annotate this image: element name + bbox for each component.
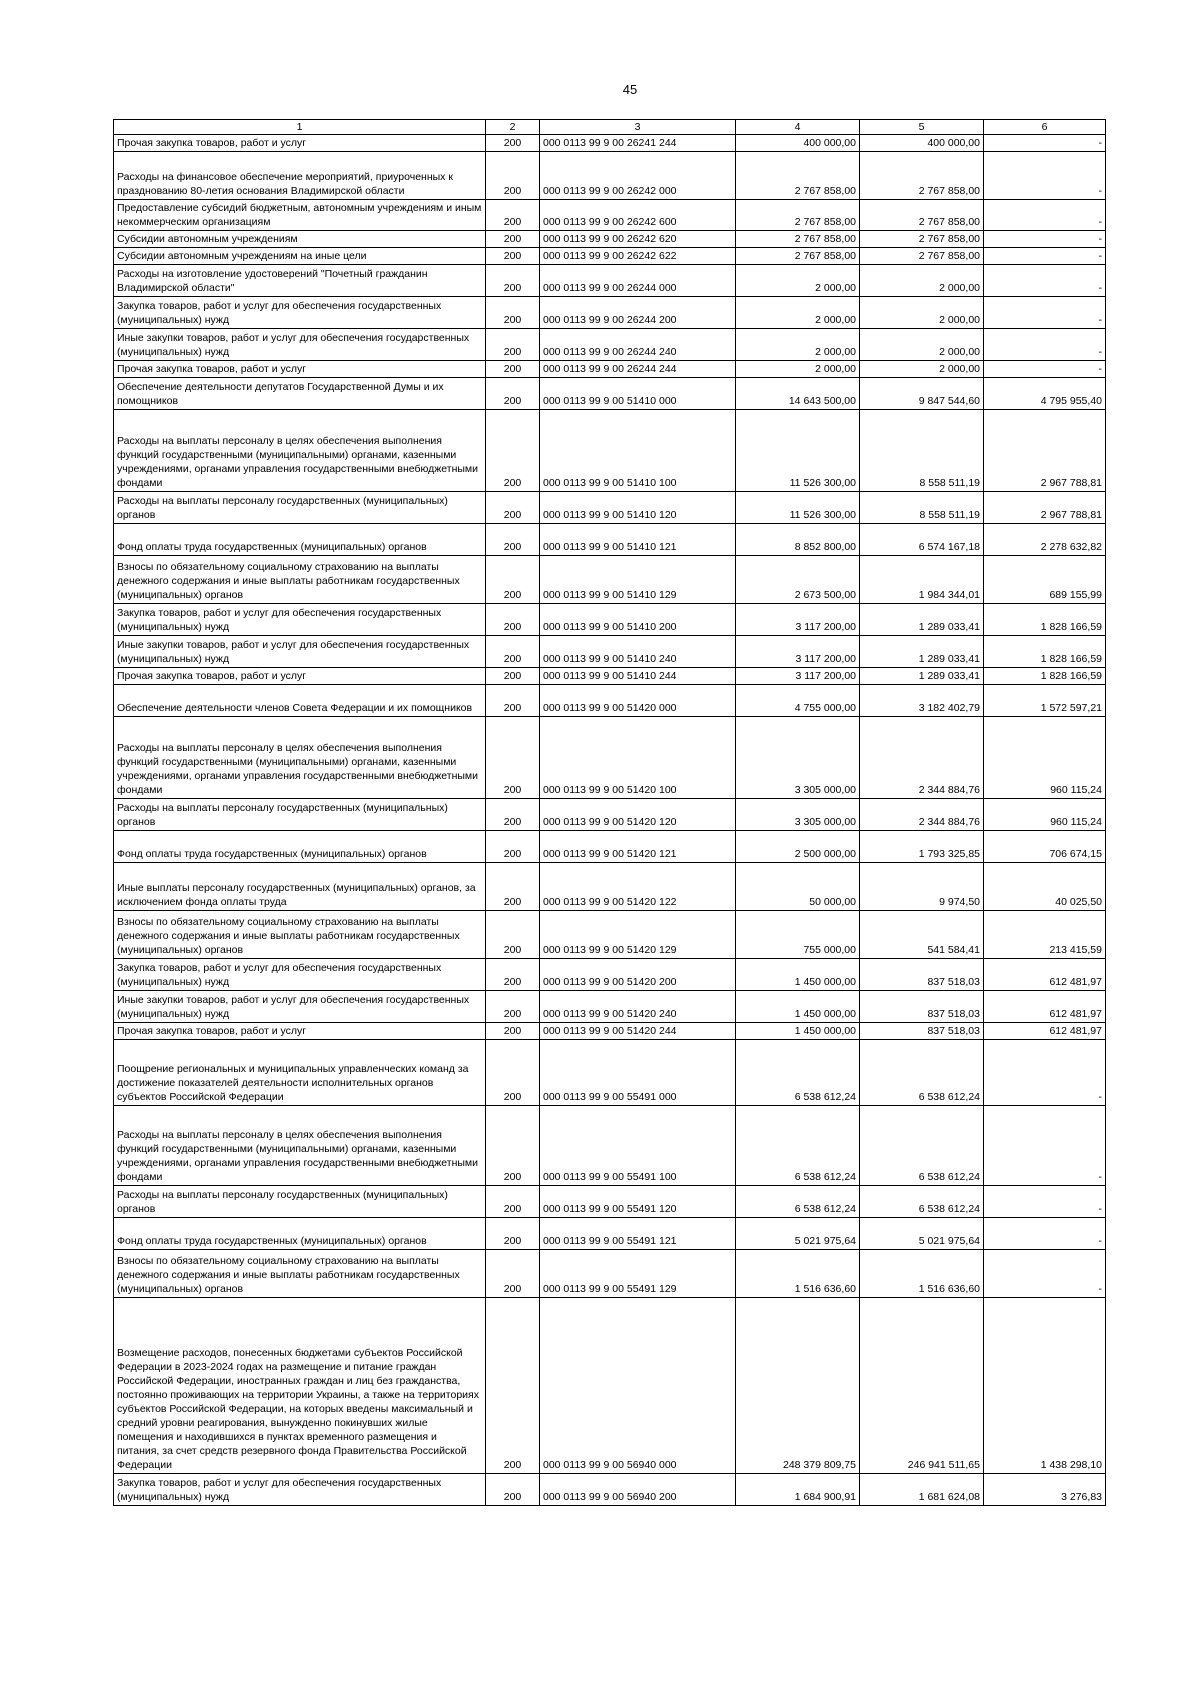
row-name: Возмещение расходов, понесенных бюджетами субъектов Российской Федерации в 2023-2024 годах на размещение и питание граждан Российской Федерации, иностранных граждан и лиц без гражданства, постоянно проживающих на территории Украины, а также на территориях субъектов Российской Федерации, на которых введены максимальный и средний уровни реагирования, вынужденно покинувших жилые помещения и находившихся в пунктах временного размещения и питания, за счет средств резервного фонда Правительства Российской Федерации xyxy=(114,1298,486,1474)
table-row xyxy=(114,152,1106,200)
row-budget-code: 000 0113 99 9 00 51410 129 xyxy=(540,556,736,604)
row-budget-code: 000 0113 99 9 00 51410 240 xyxy=(540,636,736,668)
row-executed-amount: 2 000,00 xyxy=(860,329,984,361)
row-name: Расходы на выплаты персоналу в целях обеспечения выполнения функций государственными (муниципальными) органами, казенными учреждениями, органами управления государственными внебюджетными фондами xyxy=(114,410,486,492)
row-budget-code: 000 0113 99 9 00 26244 244 xyxy=(540,361,736,378)
row-remaining-amount: - xyxy=(984,265,1106,297)
row-line-code: 200 xyxy=(486,831,540,863)
row-remaining-amount: 2 967 788,81 xyxy=(984,492,1106,524)
row-executed-amount: 1 516 636,60 xyxy=(860,1250,984,1298)
row-budget-code: 000 0113 99 9 00 51410 100 xyxy=(540,410,736,492)
row-budget-code: 000 0113 99 9 00 51420 120 xyxy=(540,799,736,831)
table-row xyxy=(114,1474,1106,1506)
table-row xyxy=(114,297,1106,329)
row-budget-code: 000 0113 99 9 00 55491 121 xyxy=(540,1218,736,1250)
row-line-code: 200 xyxy=(486,378,540,410)
row-line-code: 200 xyxy=(486,1250,540,1298)
row-executed-amount: 8 558 511,19 xyxy=(860,492,984,524)
row-name: Взносы по обязательному социальному страхованию на выплаты денежного содержания и иные выплаты работникам государственных (муниципальных) органов xyxy=(114,1250,486,1298)
row-remaining-amount: 1 828 166,59 xyxy=(984,636,1106,668)
row-approved-amount: 2 000,00 xyxy=(736,265,860,297)
row-name: Закупка товаров, работ и услуг для обеспечения государственных (муниципальных) нужд xyxy=(114,604,486,636)
row-remaining-amount: 1 572 597,21 xyxy=(984,685,1106,717)
row-remaining-amount: 612 481,97 xyxy=(984,1023,1106,1040)
row-line-code: 200 xyxy=(486,604,540,636)
row-executed-amount: 9 847 544,60 xyxy=(860,378,984,410)
row-approved-amount: 2 500 000,00 xyxy=(736,831,860,863)
table-row xyxy=(114,265,1106,297)
row-remaining-amount: - xyxy=(984,1218,1106,1250)
row-remaining-amount: 706 674,15 xyxy=(984,831,1106,863)
row-approved-amount: 5 021 975,64 xyxy=(736,1218,860,1250)
column-header-6: 6 xyxy=(984,120,1106,135)
column-number-row xyxy=(114,120,1106,135)
row-line-code: 200 xyxy=(486,1186,540,1218)
row-name: Расходы на выплаты персоналу государственных (муниципальных) органов xyxy=(114,492,486,524)
row-line-code: 200 xyxy=(486,248,540,265)
row-executed-amount: 246 941 511,65 xyxy=(860,1298,984,1474)
row-approved-amount: 248 379 809,75 xyxy=(736,1298,860,1474)
row-remaining-amount: 2 967 788,81 xyxy=(984,410,1106,492)
row-line-code: 200 xyxy=(486,1474,540,1506)
row-name: Иные закупки товаров, работ и услуг для обеспечения государственных (муниципальных) нужд xyxy=(114,329,486,361)
row-line-code: 200 xyxy=(486,135,540,152)
row-line-code: 200 xyxy=(486,1040,540,1106)
row-approved-amount: 6 538 612,24 xyxy=(736,1106,860,1186)
table-row xyxy=(114,636,1106,668)
table-row xyxy=(114,1023,1106,1040)
row-budget-code: 000 0113 99 9 00 55491 129 xyxy=(540,1250,736,1298)
row-executed-amount: 3 182 402,79 xyxy=(860,685,984,717)
row-approved-amount: 1 450 000,00 xyxy=(736,1023,860,1040)
row-executed-amount: 837 518,03 xyxy=(860,991,984,1023)
row-budget-code: 000 0113 99 9 00 55491 100 xyxy=(540,1106,736,1186)
row-line-code: 200 xyxy=(486,1106,540,1186)
row-executed-amount: 2 767 858,00 xyxy=(860,152,984,200)
row-name: Расходы на финансовое обеспечение мероприятий, приуроченных к празднованию 80-летия основания Владимирской области xyxy=(114,152,486,200)
row-budget-code: 000 0113 99 9 00 51420 122 xyxy=(540,863,736,911)
row-line-code: 200 xyxy=(486,152,540,200)
row-name: Расходы на выплаты персоналу государственных (муниципальных) органов xyxy=(114,1186,486,1218)
row-line-code: 200 xyxy=(486,863,540,911)
column-header-5: 5 xyxy=(860,120,984,135)
row-approved-amount: 3 305 000,00 xyxy=(736,717,860,799)
row-executed-amount: 2 344 884,76 xyxy=(860,799,984,831)
row-remaining-amount: 3 276,83 xyxy=(984,1474,1106,1506)
table-row xyxy=(114,556,1106,604)
row-remaining-amount: - xyxy=(984,152,1106,200)
row-budget-code: 000 0113 99 9 00 26242 622 xyxy=(540,248,736,265)
row-approved-amount: 3 117 200,00 xyxy=(736,668,860,685)
row-remaining-amount: 612 481,97 xyxy=(984,959,1106,991)
row-approved-amount: 755 000,00 xyxy=(736,911,860,959)
table-row xyxy=(114,799,1106,831)
table-row xyxy=(114,1040,1106,1106)
row-approved-amount: 400 000,00 xyxy=(736,135,860,152)
row-approved-amount: 2 767 858,00 xyxy=(736,200,860,231)
table-row xyxy=(114,410,1106,492)
row-approved-amount: 4 755 000,00 xyxy=(736,685,860,717)
table-row xyxy=(114,361,1106,378)
row-approved-amount: 2 000,00 xyxy=(736,329,860,361)
table-row xyxy=(114,378,1106,410)
row-executed-amount: 6 538 612,24 xyxy=(860,1186,984,1218)
row-remaining-amount: 2 278 632,82 xyxy=(984,524,1106,556)
row-remaining-amount: 960 115,24 xyxy=(984,717,1106,799)
row-approved-amount: 6 538 612,24 xyxy=(736,1186,860,1218)
row-name: Фонд оплаты труда государственных (муниципальных) органов xyxy=(114,524,486,556)
row-executed-amount: 2 000,00 xyxy=(860,361,984,378)
row-name: Обеспечение деятельности депутатов Государственной Думы и их помощников xyxy=(114,378,486,410)
row-line-code: 200 xyxy=(486,717,540,799)
row-executed-amount: 2 000,00 xyxy=(860,297,984,329)
row-executed-amount: 2 344 884,76 xyxy=(860,717,984,799)
table-row xyxy=(114,248,1106,265)
row-budget-code: 000 0113 99 9 00 56940 200 xyxy=(540,1474,736,1506)
row-budget-code: 000 0113 99 9 00 26244 240 xyxy=(540,329,736,361)
row-name: Обеспечение деятельности членов Совета Федерации и их помощников xyxy=(114,685,486,717)
row-remaining-amount: - xyxy=(984,361,1106,378)
table-row xyxy=(114,959,1106,991)
row-name: Взносы по обязательному социальному страхованию на выплаты денежного содержания и иные выплаты работникам государственных (муниципальных) органов xyxy=(114,911,486,959)
table-row xyxy=(114,200,1106,231)
row-approved-amount: 50 000,00 xyxy=(736,863,860,911)
row-budget-code: 000 0113 99 9 00 56940 000 xyxy=(540,1298,736,1474)
row-remaining-amount: 1 828 166,59 xyxy=(984,668,1106,685)
row-approved-amount: 2 767 858,00 xyxy=(736,248,860,265)
row-name: Закупка товаров, работ и услуг для обеспечения государственных (муниципальных) нужд xyxy=(114,297,486,329)
row-executed-amount: 1 681 624,08 xyxy=(860,1474,984,1506)
row-line-code: 200 xyxy=(486,1218,540,1250)
table-row xyxy=(114,991,1106,1023)
row-remaining-amount: 1 828 166,59 xyxy=(984,604,1106,636)
row-budget-code: 000 0113 99 9 00 51410 200 xyxy=(540,604,736,636)
row-approved-amount: 2 767 858,00 xyxy=(736,152,860,200)
row-budget-code: 000 0113 99 9 00 51420 100 xyxy=(540,717,736,799)
row-executed-amount: 1 289 033,41 xyxy=(860,604,984,636)
table-row xyxy=(114,1250,1106,1298)
row-budget-code: 000 0113 99 9 00 51420 000 xyxy=(540,685,736,717)
row-name: Предоставление субсидий бюджетным, автономным учреждениям и иным некоммерческим организациям xyxy=(114,200,486,231)
row-approved-amount: 6 538 612,24 xyxy=(736,1040,860,1106)
row-name: Поощрение региональных и муниципальных управленческих команд за достижение показателей деятельности исполнительных органов субъектов Российской Федерации xyxy=(114,1040,486,1106)
row-name: Иные выплаты персоналу государственных (муниципальных) органов, за исключением фонда оплаты труда xyxy=(114,863,486,911)
table-row xyxy=(114,911,1106,959)
row-remaining-amount: - xyxy=(984,1106,1106,1186)
row-budget-code: 000 0113 99 9 00 51410 121 xyxy=(540,524,736,556)
row-remaining-amount: 1 438 298,10 xyxy=(984,1298,1106,1474)
row-line-code: 200 xyxy=(486,200,540,231)
row-budget-code: 000 0113 99 9 00 51410 244 xyxy=(540,668,736,685)
row-approved-amount: 2 767 858,00 xyxy=(736,231,860,248)
row-approved-amount: 11 526 300,00 xyxy=(736,492,860,524)
table-row xyxy=(114,668,1106,685)
row-approved-amount: 2 000,00 xyxy=(736,361,860,378)
row-name: Расходы на выплаты персоналу государственных (муниципальных) органов xyxy=(114,799,486,831)
row-line-code: 200 xyxy=(486,668,540,685)
row-remaining-amount: - xyxy=(984,200,1106,231)
row-budget-code: 000 0113 99 9 00 51420 121 xyxy=(540,831,736,863)
table-row xyxy=(114,492,1106,524)
row-line-code: 200 xyxy=(486,361,540,378)
row-remaining-amount: - xyxy=(984,1250,1106,1298)
table-row xyxy=(114,135,1106,152)
row-name: Прочая закупка товаров, работ и услуг xyxy=(114,668,486,685)
row-executed-amount: 541 584,41 xyxy=(860,911,984,959)
row-line-code: 200 xyxy=(486,1023,540,1040)
row-line-code: 200 xyxy=(486,959,540,991)
row-line-code: 200 xyxy=(486,636,540,668)
row-executed-amount: 400 000,00 xyxy=(860,135,984,152)
row-line-code: 200 xyxy=(486,265,540,297)
row-line-code: 200 xyxy=(486,799,540,831)
row-executed-amount: 9 974,50 xyxy=(860,863,984,911)
row-name: Иные закупки товаров, работ и услуг для обеспечения государственных (муниципальных) нужд xyxy=(114,636,486,668)
row-budget-code: 000 0113 99 9 00 26242 600 xyxy=(540,200,736,231)
row-executed-amount: 837 518,03 xyxy=(860,959,984,991)
row-executed-amount: 2 767 858,00 xyxy=(860,231,984,248)
row-name: Расходы на изготовление удостоверений "Почетный гражданин Владимирской области" xyxy=(114,265,486,297)
row-executed-amount: 1 289 033,41 xyxy=(860,668,984,685)
row-name: Расходы на выплаты персоналу в целях обеспечения выполнения функций государственными (муниципальными) органами, казенными учреждениями, органами управления государственными внебюджетными фондами xyxy=(114,717,486,799)
table-row xyxy=(114,231,1106,248)
row-executed-amount: 837 518,03 xyxy=(860,1023,984,1040)
row-line-code: 200 xyxy=(486,911,540,959)
row-budget-code: 000 0113 99 9 00 26244 000 xyxy=(540,265,736,297)
row-line-code: 200 xyxy=(486,231,540,248)
row-executed-amount: 6 538 612,24 xyxy=(860,1040,984,1106)
row-name: Фонд оплаты труда государственных (муниципальных) органов xyxy=(114,1218,486,1250)
row-executed-amount: 2 000,00 xyxy=(860,265,984,297)
row-budget-code: 000 0113 99 9 00 55491 000 xyxy=(540,1040,736,1106)
row-name: Субсидии автономным учреждениям xyxy=(114,231,486,248)
row-line-code: 200 xyxy=(486,410,540,492)
row-approved-amount: 3 117 200,00 xyxy=(736,636,860,668)
row-line-code: 200 xyxy=(486,991,540,1023)
row-approved-amount: 1 450 000,00 xyxy=(736,991,860,1023)
row-name: Иные закупки товаров, работ и услуг для обеспечения государственных (муниципальных) нужд xyxy=(114,991,486,1023)
row-name: Прочая закупка товаров, работ и услуг xyxy=(114,361,486,378)
table-row xyxy=(114,863,1106,911)
row-remaining-amount: - xyxy=(984,231,1106,248)
column-header-2: 2 xyxy=(486,120,540,135)
row-remaining-amount: 612 481,97 xyxy=(984,991,1106,1023)
column-header-3: 3 xyxy=(540,120,736,135)
row-line-code: 200 xyxy=(486,1298,540,1474)
row-budget-code: 000 0113 99 9 00 26242 000 xyxy=(540,152,736,200)
row-budget-code: 000 0113 99 9 00 51410 120 xyxy=(540,492,736,524)
table-body xyxy=(114,135,1106,1506)
row-remaining-amount: 960 115,24 xyxy=(984,799,1106,831)
row-name: Закупка товаров, работ и услуг для обеспечения государственных (муниципальных) нужд xyxy=(114,1474,486,1506)
row-remaining-amount: - xyxy=(984,297,1106,329)
row-approved-amount: 11 526 300,00 xyxy=(736,410,860,492)
row-remaining-amount: 689 155,99 xyxy=(984,556,1106,604)
row-executed-amount: 6 574 167,18 xyxy=(860,524,984,556)
row-approved-amount: 2 000,00 xyxy=(736,297,860,329)
row-approved-amount: 3 117 200,00 xyxy=(736,604,860,636)
table-row xyxy=(114,685,1106,717)
column-header-4: 4 xyxy=(736,120,860,135)
row-approved-amount: 2 673 500,00 xyxy=(736,556,860,604)
row-remaining-amount: - xyxy=(984,248,1106,265)
row-budget-code: 000 0113 99 9 00 51420 129 xyxy=(540,911,736,959)
column-header-1: 1 xyxy=(114,120,486,135)
row-remaining-amount: - xyxy=(984,1040,1106,1106)
row-remaining-amount: - xyxy=(984,329,1106,361)
row-line-code: 200 xyxy=(486,329,540,361)
row-approved-amount: 1 684 900,91 xyxy=(736,1474,860,1506)
row-approved-amount: 3 305 000,00 xyxy=(736,799,860,831)
table-row xyxy=(114,717,1106,799)
row-name: Прочая закупка товаров, работ и услуг xyxy=(114,135,486,152)
row-executed-amount: 6 538 612,24 xyxy=(860,1106,984,1186)
table-row xyxy=(114,524,1106,556)
row-remaining-amount: - xyxy=(984,135,1106,152)
row-executed-amount: 2 767 858,00 xyxy=(860,248,984,265)
table-row xyxy=(114,329,1106,361)
row-remaining-amount: 213 415,59 xyxy=(984,911,1106,959)
row-budget-code: 000 0113 99 9 00 55491 120 xyxy=(540,1186,736,1218)
row-executed-amount: 8 558 511,19 xyxy=(860,410,984,492)
row-name: Субсидии автономным учреждениям на иные цели xyxy=(114,248,486,265)
row-line-code: 200 xyxy=(486,492,540,524)
budget-table xyxy=(113,119,1106,1506)
row-approved-amount: 1 516 636,60 xyxy=(736,1250,860,1298)
row-name: Фонд оплаты труда государственных (муниципальных) органов xyxy=(114,831,486,863)
table-row xyxy=(114,604,1106,636)
row-remaining-amount: 40 025,50 xyxy=(984,863,1106,911)
row-approved-amount: 1 450 000,00 xyxy=(736,959,860,991)
row-budget-code: 000 0113 99 9 00 26241 244 xyxy=(540,135,736,152)
row-budget-code: 000 0113 99 9 00 51420 244 xyxy=(540,1023,736,1040)
table-row xyxy=(114,1218,1106,1250)
row-remaining-amount: 4 795 955,40 xyxy=(984,378,1106,410)
row-executed-amount: 1 984 344,01 xyxy=(860,556,984,604)
row-name: Взносы по обязательному социальному страхованию на выплаты денежного содержания и иные выплаты работникам государственных (муниципальных) органов xyxy=(114,556,486,604)
row-budget-code: 000 0113 99 9 00 51420 240 xyxy=(540,991,736,1023)
row-approved-amount: 8 852 800,00 xyxy=(736,524,860,556)
table-row xyxy=(114,1186,1106,1218)
row-executed-amount: 2 767 858,00 xyxy=(860,200,984,231)
row-executed-amount: 1 289 033,41 xyxy=(860,636,984,668)
row-line-code: 200 xyxy=(486,685,540,717)
table-row xyxy=(114,831,1106,863)
row-name: Прочая закупка товаров, работ и услуг xyxy=(114,1023,486,1040)
row-name: Закупка товаров, работ и услуг для обеспечения государственных (муниципальных) нужд xyxy=(114,959,486,991)
row-name: Расходы на выплаты персоналу в целях обеспечения выполнения функций государственными (муниципальными) органами, казенными учреждениями, органами управления государственными внебюджетными фондами xyxy=(114,1106,486,1186)
row-line-code: 200 xyxy=(486,556,540,604)
page-number: 45 xyxy=(622,82,638,97)
table-row xyxy=(114,1298,1106,1474)
row-line-code: 200 xyxy=(486,524,540,556)
row-line-code: 200 xyxy=(486,297,540,329)
row-budget-code: 000 0113 99 9 00 51410 000 xyxy=(540,378,736,410)
row-executed-amount: 1 793 325,85 xyxy=(860,831,984,863)
row-executed-amount: 5 021 975,64 xyxy=(860,1218,984,1250)
row-budget-code: 000 0113 99 9 00 26244 200 xyxy=(540,297,736,329)
table-row xyxy=(114,1106,1106,1186)
row-approved-amount: 14 643 500,00 xyxy=(736,378,860,410)
row-remaining-amount: - xyxy=(984,1186,1106,1218)
row-budget-code: 000 0113 99 9 00 26242 620 xyxy=(540,231,736,248)
row-budget-code: 000 0113 99 9 00 51420 200 xyxy=(540,959,736,991)
